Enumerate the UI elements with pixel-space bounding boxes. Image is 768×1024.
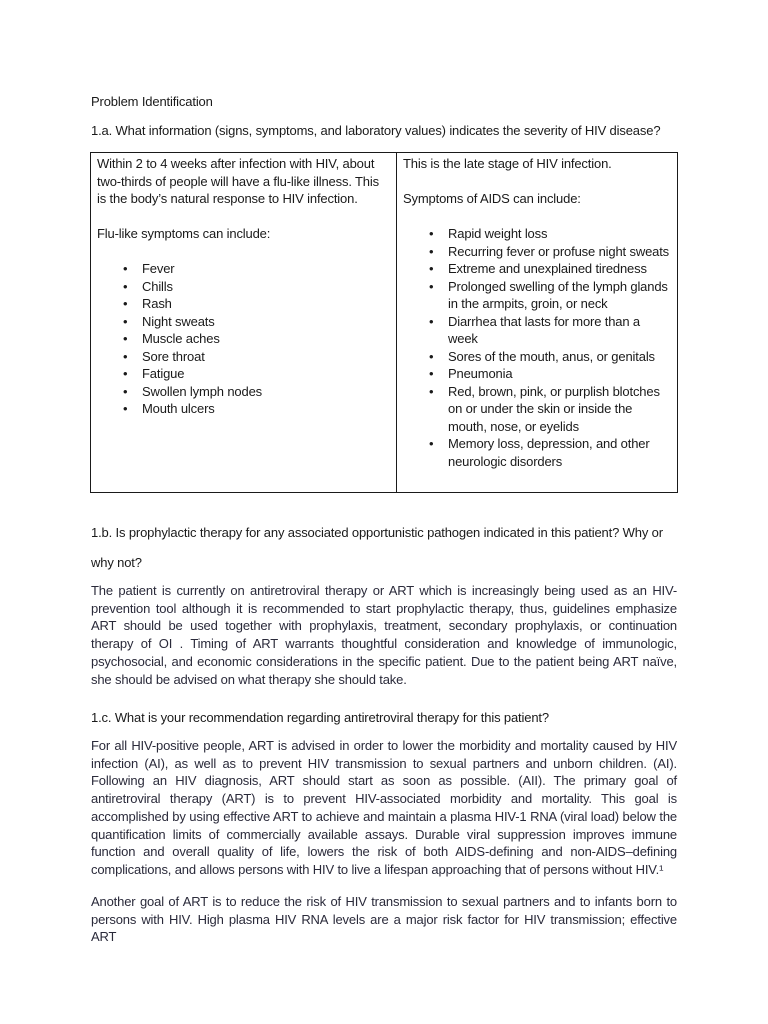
list-item: • Memory loss, depression, and other neurologic disorders xyxy=(448,435,671,470)
early-stage-cell xyxy=(91,153,397,493)
aids-list-title: Symptoms of AIDS can include: xyxy=(403,191,581,206)
list-item: • Mouth ulcers xyxy=(142,400,390,418)
question-1b-continued: why not? xyxy=(91,555,142,570)
list-item: • Diarrhea that lasts for more than a week xyxy=(448,313,671,348)
late-stage-intro: This is the late stage of HIV infection. xyxy=(403,156,612,171)
late-stage-cell xyxy=(397,153,678,493)
question-1a: 1.a. What information (signs, symptoms, and laboratory values) indicates the severity of HIV disease? xyxy=(91,123,661,138)
question-1b: 1.b. Is prophylactic therapy for any associated opportunistic pathogen indicated in this patient? Why or xyxy=(91,525,663,540)
list-item: • Pneumonia xyxy=(448,365,671,383)
question-1c: 1.c. What is your recommendation regarding antiretroviral therapy for this patient? xyxy=(91,710,549,725)
section-heading: Problem Identification xyxy=(91,94,213,109)
list-item: • Sores of the mouth, anus, or genitals xyxy=(448,348,671,366)
early-stage-intro: Within 2 to 4 weeks after infection with HIV, about two-thirds of people will have a flu-like illness. This is the body’s natural response to HIV infection. xyxy=(97,156,379,206)
list-item: • Fatigue xyxy=(142,365,390,383)
list-item: • Muscle aches xyxy=(142,330,390,348)
flu-like-symptom-list xyxy=(97,260,390,418)
list-item: • Sore throat xyxy=(142,348,390,366)
list-item: • Night sweats xyxy=(142,313,390,331)
symptoms-table xyxy=(90,152,678,493)
list-item: • Fever xyxy=(142,260,390,278)
list-item: • Rapid weight loss xyxy=(448,225,671,243)
list-item: • Chills xyxy=(142,278,390,296)
list-item: • Extreme and unexplained tiredness xyxy=(448,260,671,278)
answer-1c-paragraph: For all HIV-positive people, ART is advised in order to lower the morbidity and mortality caused by HIV infection (AI), as well as to prevent HIV transmission to sexual partners and unborn children. (AI). Following an HIV diagnosis, ART should start as soon as possible. (AII). The primary goal of antiretroviral therapy (ART) is to prevent HIV-associated morbidity and mortality. This goal is accomplished by using effective ART to achieve and maintain a plasma HIV-1 RNA (viral load) below the quantification limits of commercially available assays. Durable viral suppression improves immune function and overall quality of life, lowers the risk of both AIDS-defining and non-AIDS–defining complications, and allows persons with HIV to live a lifespan approaching that of persons without HIV.¹ xyxy=(91,738,677,877)
answer-1c-paragraph-2: Another goal of ART is to reduce the risk of HIV transmission to sexual partners and to infants born to persons with HIV. High plasma HIV RNA levels are a major risk factor for HIV transmission; effective ART xyxy=(91,894,677,945)
list-item: • Red, brown, pink, or purplish blotches on or under the skin or inside the mouth, nose, or eyelids xyxy=(448,383,671,436)
list-item: • Swollen lymph nodes xyxy=(142,383,390,401)
list-item: • Prolonged swelling of the lymph glands in the armpits, groin, or neck xyxy=(448,278,671,313)
list-item: • Rash xyxy=(142,295,390,313)
aids-symptom-list xyxy=(403,225,671,470)
answer-1b-paragraph: The patient is currently on antiretroviral therapy or ART which is increasingly being used as an HIV-prevention tool although it is recommended to start prophylactic therapy, thus, guidelines emphasize ART should be used together with prophylaxis, treatment, secondary prophylaxis, or continuation therapy of OI . Timing of ART warrants thoughtful consideration and knowledge of immunologic, psychosocial, and economic considerations in the specific patient. Due to the patient being ART naïve, she should be advised on what therapy she should take. xyxy=(91,583,677,687)
flu-like-list-title: Flu-like symptoms can include: xyxy=(97,226,271,241)
list-item: • Recurring fever or profuse night sweats xyxy=(448,243,671,261)
